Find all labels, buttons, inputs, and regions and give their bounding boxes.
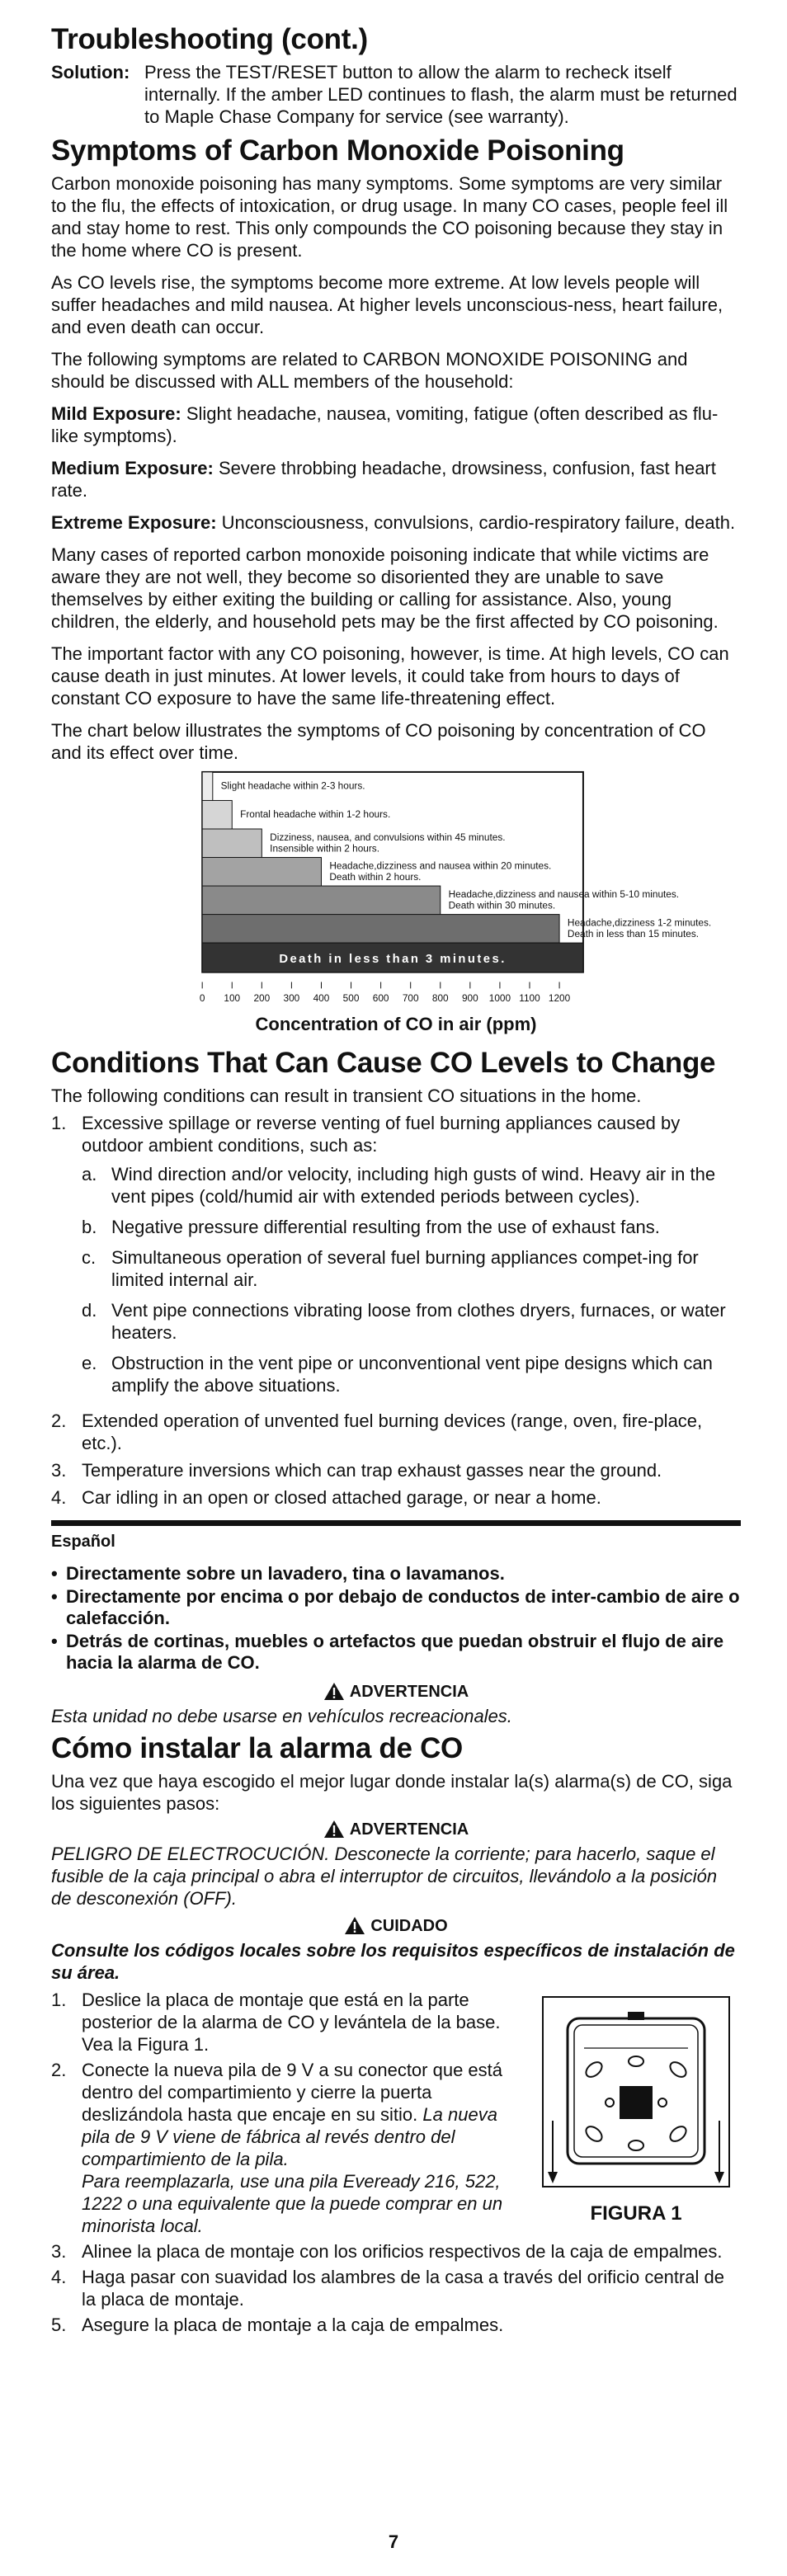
- espanol-bullet: [51, 1563, 741, 1585]
- extreme-exposure-label: Extreme Exposure:: [51, 512, 217, 533]
- condition-text: Car idling in an open or closed attached garage, or near a home.: [82, 1487, 601, 1508]
- install-steps-block: [51, 1989, 741, 2336]
- conditions-list: [51, 1112, 741, 1509]
- warning-triangle-icon: [323, 1682, 345, 1701]
- manual-page: [51, 23, 741, 2339]
- condition-subitem-letter: c.: [82, 1247, 97, 1268]
- condition-subitem-text: Wind direction and/or velocity, including high gusts of wind. Heavy air in the vent pipes (cold/humid air with extended periods between cycles).: [111, 1164, 716, 1207]
- figure-1: [531, 1989, 741, 2225]
- espanol-label: Español: [51, 1533, 115, 1551]
- condition-text: Temperature inversions which can trap exhaust gasses near the ground.: [82, 1460, 662, 1481]
- caution-text: Consulte los códigos locales sobre los requisitos específicos de instalación de su área.: [51, 1940, 735, 1983]
- chart-tick-label-11: 1100: [519, 992, 540, 1005]
- condition-subitem-text: Vent pipe connections vibrating loose from clothes dryers, furnaces, or water heaters.: [111, 1300, 726, 1343]
- condition-subitem-text: Obstruction in the vent pipe or unconventional vent pipe designs which can amplify the above situations.: [111, 1353, 713, 1396]
- step-body: [82, 2059, 523, 2237]
- espanol-bullet-text: Detrás de cortinas, muebles o artefactos que puedan obstruir el flujo de aire hacia la alarma de CO.: [66, 1631, 724, 1673]
- condition-number: 1.: [51, 1113, 67, 1133]
- warning-heading-2: [51, 1818, 741, 1841]
- espanol-bullet-list: [51, 1563, 741, 1674]
- condition-item: [51, 1112, 741, 1405]
- step-number: 5.: [51, 2315, 67, 2335]
- section-divider: [51, 1520, 741, 1526]
- extreme-exposure: [51, 511, 741, 534]
- caution-heading-text: CUIDADO: [370, 1917, 448, 1935]
- install-step: [51, 2240, 741, 2263]
- step-text: Haga pasar con suavidad los alambres de la casa a través del orificio central de la placa de montaje.: [82, 2267, 724, 2310]
- step-number: 4.: [51, 2267, 67, 2287]
- step-number: 1.: [51, 1990, 67, 2010]
- chart-tick-label-3: 300: [283, 992, 300, 1005]
- symptoms-paragraph-5: The important factor with any CO poisoning, however, is time. At high levels, CO can cause death in just minutes. At lower levels, it could take from hours to days of constant CO exposure to have the same life-threatening effect.: [51, 643, 729, 709]
- symptoms-paragraph-2: As CO levels rise, the symptoms become more extreme. At low levels people will suffer headaches and mild nausea. At higher levels unconscious-ness, heart failure, and even death can occur.: [51, 272, 723, 337]
- condition-subitem: [82, 1299, 741, 1344]
- chart-step-label-3: Headache,dizziness and nausea within 20 minutes.: [329, 859, 552, 872]
- condition-number: 4.: [51, 1487, 67, 1508]
- chart-step-label-2: Dizziness, nausea, and convulsions within 45 minutes.: [270, 831, 506, 843]
- symptoms-paragraph-4: Many cases of reported carbon monoxide poisoning indicate that while victims are aware they are not well, they become so disoriented they are unable to save themselves by either exiting the building or calling for assistance. Also, young children, the elderly, and household pets may be the first affected by CO poisoning.: [51, 544, 719, 632]
- espanol-bullet-text: Directamente sobre un lavadero, tina o lavamanos.: [66, 1563, 505, 1584]
- condition-subitem-letter: b.: [82, 1217, 97, 1237]
- condition-item: [51, 1486, 741, 1509]
- install-title: Cómo instalar la alarma de CO: [51, 1732, 463, 1764]
- symptoms-paragraph-1: Carbon monoxide poisoning has many symptoms. Some symptoms are very similar to the flu, the effects of intoxication, or drug usage. In many CO cases, people feel ill and stay home to rest. This only compounds the CO poisoning because they stay in the home where CO is present.: [51, 173, 728, 261]
- warning-triangle-icon: [323, 1820, 345, 1839]
- mounting-plate-illustration: [531, 1989, 741, 2195]
- condition-number: 2.: [51, 1410, 67, 1431]
- condition-subitem-letter: e.: [82, 1353, 97, 1373]
- condition-subitem: [82, 1352, 741, 1396]
- symptoms-paragraph-3: The following symptoms are related to CARBON MONOXIDE POISONING and should be discussed with ALL members of the household:: [51, 349, 688, 392]
- co-chart: [51, 767, 741, 1035]
- condition-subitem-letter: a.: [82, 1164, 97, 1184]
- chart-step-label-5: Headache,dizziness 1-2 minutes.: [567, 916, 712, 929]
- co-chart-svg: [51, 767, 741, 1011]
- medium-exposure: [51, 457, 741, 502]
- step-number: 3.: [51, 2241, 67, 2262]
- install-step: [51, 2314, 741, 2336]
- symptoms-paragraph-6: The chart below illustrates the symptoms of CO poisoning by concentration of CO and its effect over time.: [51, 720, 706, 763]
- chart-tick-label-9: 900: [461, 992, 478, 1005]
- mild-exposure-text: Slight headache, nausea, vomiting, fatigue (often described as flu-like symptoms).: [51, 403, 719, 446]
- chart-tick-label-2: 200: [253, 992, 271, 1005]
- step-text: Alinee la placa de montaje con los orificios respectivos de la caja de empalmes.: [82, 2241, 723, 2262]
- bullet-dot: •: [51, 1563, 58, 1584]
- mild-exposure-label: Mild Exposure:: [51, 403, 181, 424]
- conditions-title: Conditions That Can Cause CO Levels to Change: [51, 1047, 716, 1079]
- condition-number: 3.: [51, 1460, 67, 1481]
- chart-death-label: Death in less than 3 minutes.: [279, 952, 507, 966]
- install-step: [51, 2266, 741, 2310]
- chart-step-label-0: Slight headache within 2-3 hours.: [220, 779, 365, 792]
- condition-subitem: [82, 1246, 741, 1291]
- step-text: Asegure la placa de montaje a la caja de empalmes.: [82, 2315, 504, 2335]
- caution-heading: [51, 1914, 741, 1938]
- espanol-bullet: [51, 1586, 741, 1629]
- chart-step-sublabel-3: Death within 2 hours.: [329, 871, 422, 883]
- bullet-dot: •: [51, 1586, 58, 1607]
- symptoms-title: Symptoms of Carbon Monoxide Poisoning: [51, 134, 624, 167]
- medium-exposure-text: Severe throbbing headache, drowsiness, confusion, fast heart rate.: [51, 458, 716, 501]
- condition-subitem-letter: d.: [82, 1300, 97, 1321]
- chart-band-5: [202, 915, 559, 944]
- warning-triangle-icon: [344, 1916, 365, 1935]
- chart-tick-label-4: 400: [313, 992, 330, 1005]
- chart-tick-label-8: 800: [431, 992, 449, 1005]
- condition-body: [82, 1112, 741, 1405]
- warning-1-text: Esta unidad no debe usarse en vehículos recreacionales.: [51, 1706, 512, 1726]
- condition-subitem: [82, 1216, 741, 1238]
- install-intro: Una vez que haya escogido el mejor lugar donde instalar la(s) alarma(s) de CO, siga los siguientes pasos:: [51, 1771, 733, 1814]
- extreme-exposure-text: Unconsciousness, convulsions, cardio-respiratory failure, death.: [221, 512, 736, 533]
- step-text: Deslice la placa de montaje que está en la parte posterior de la alarma de CO y levántela de la base. Vea la Figura 1.: [82, 1990, 501, 2055]
- medium-exposure-label: Medium Exposure:: [51, 458, 214, 478]
- chart-step-sublabel-5: Death in less than 15 minutes.: [567, 928, 700, 940]
- solution-label: Solution:: [51, 62, 130, 82]
- bullet-dot: •: [51, 1631, 58, 1651]
- condition-item: [51, 1410, 741, 1454]
- chart-tick-label-7: 700: [402, 992, 419, 1005]
- step-number: 2.: [51, 2060, 67, 2080]
- step-italic-note-2: Para reemplazarla, use una pila Eveready 216, 522, 1222 o una equivalente que la puede comprar en un minorista local.: [82, 2171, 503, 2236]
- chart-step-label-1: Frontal headache within 1-2 hours.: [240, 808, 391, 821]
- chart-tick-label-10: 1000: [488, 992, 511, 1005]
- chart-tick-label-1: 100: [224, 992, 241, 1005]
- chart-tick-label-6: 600: [372, 992, 389, 1005]
- troubleshooting-title: Troubleshooting (cont.): [51, 23, 368, 55]
- condition-item: [51, 1459, 741, 1481]
- figure-caption: FIGURA 1: [590, 2202, 682, 2225]
- condition-subitem-text: Simultaneous operation of several fuel burning appliances compet-ing for limited internal air.: [111, 1247, 699, 1290]
- page-number: 7: [388, 2531, 399, 2552]
- chart-x-axis-label: Concentration of CO in air (ppm): [255, 1014, 537, 1034]
- espanol-bullet: [51, 1631, 741, 1674]
- chart-step-label-4: Headache,dizziness and nausea within 5-10 minutes.: [448, 888, 680, 900]
- chart-tick-label-5: 500: [342, 992, 360, 1005]
- solution-block: [51, 61, 741, 128]
- chart-tick-label-0: 0: [199, 992, 205, 1005]
- chart-tick-label-12: 1200: [548, 992, 571, 1005]
- conditions-intro: The following conditions can result in transient CO situations in the home.: [51, 1085, 642, 1106]
- condition-subitem: [82, 1163, 741, 1208]
- condition-body: [82, 1410, 741, 1454]
- condition-sublist: [82, 1163, 741, 1396]
- condition-text: Excessive spillage or reverse venting of fuel burning appliances caused by outdoor ambient conditions, such as:: [82, 1113, 681, 1156]
- warning-2-text: PELIGRO DE ELECTROCUCIÓN. Desconecte la corriente; para hacerlo, saque el fusible de la caja principal o abra el interruptor de circuitos, llevándolo a la posición de desconexión (OFF).: [51, 1844, 718, 1909]
- warning-heading-1: [51, 1680, 741, 1703]
- condition-subitem-text: Negative pressure differential resulting from the use of exhaust fans.: [111, 1217, 660, 1237]
- step-italic-note: La nueva pila de 9 V viene de fábrica al revés dentro del compartimiento de la pila.: [82, 2104, 497, 2169]
- espanol-bullet-text: Directamente por encima o por debajo de conductos de inter-cambio de aire o calefacción.: [66, 1586, 740, 1628]
- mild-exposure: [51, 403, 741, 447]
- warning-heading-1-text: ADVERTENCIA: [349, 1683, 469, 1701]
- chart-step-sublabel-4: Death within 30 minutes.: [448, 899, 556, 911]
- chart-step-sublabel-2: Insensible within 2 hours.: [270, 842, 380, 855]
- warning-heading-2-text: ADVERTENCIA: [349, 1820, 469, 1839]
- step-text: Conecte la nueva pila de 9 V a su conector que está dentro del compartimiento y cierre la puerta deslizándola hasta que encaje en su sitio.: [82, 2060, 503, 2125]
- condition-text: Extended operation of unvented fuel burning devices (range, oven, fire-place, etc.).: [82, 1410, 703, 1453]
- solution-text: Press the TEST/RESET button to allow the alarm to recheck itself internally. If the amber LED continues to flash, the alarm must be returned to Maple Chase Company for service (see warranty).: [144, 62, 738, 127]
- condition-body: [82, 1486, 741, 1509]
- condition-body: [82, 1459, 741, 1481]
